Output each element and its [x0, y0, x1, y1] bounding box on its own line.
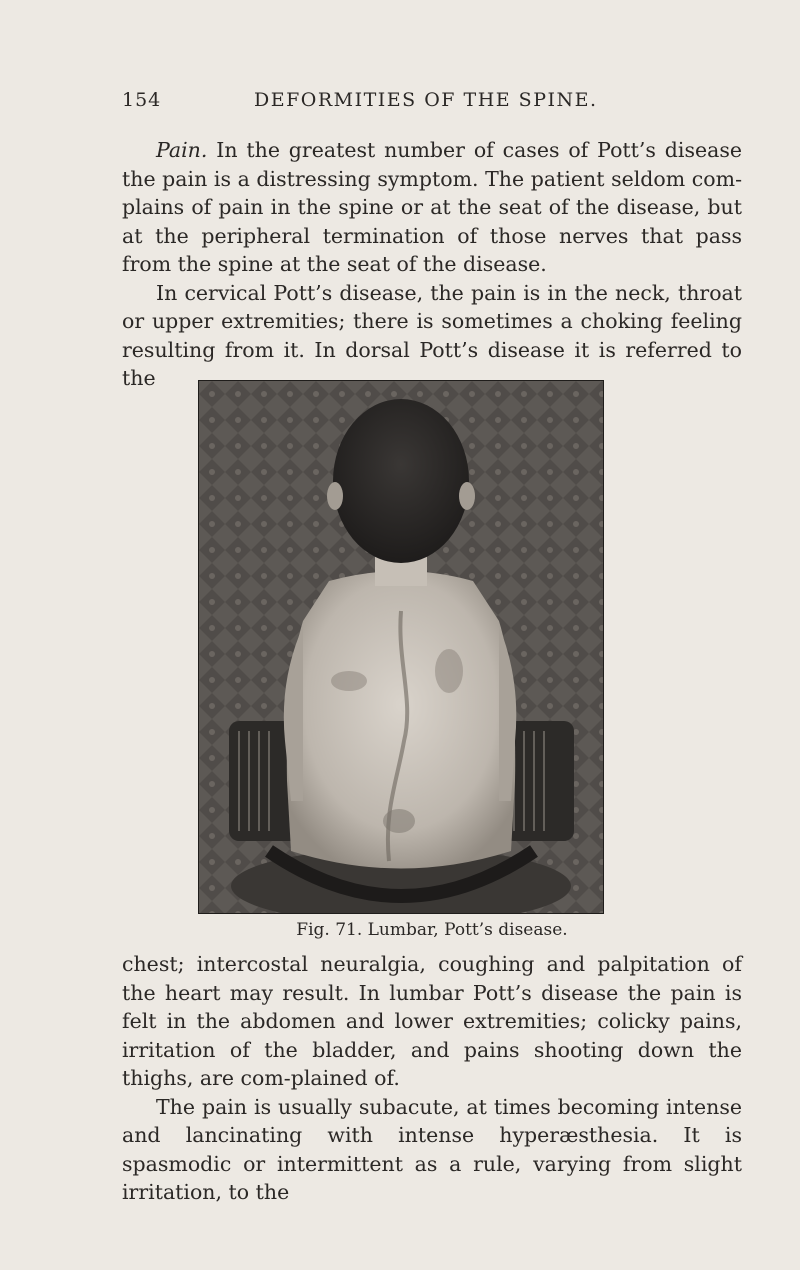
- page-number: 154: [122, 89, 162, 111]
- figure-photograph: [198, 380, 604, 914]
- section-lead: Pain.: [156, 138, 208, 162]
- text-block-top: [122, 136, 742, 393]
- paragraph: The pain is usually subacute, at times becoming intense and lancinating with intense hyperæsthesia. It is spasmodic or intermittent as a rule, varying from slight irritation, to the: [122, 1094, 742, 1204]
- paragraph: chest; intercostal neuralgia, coughing and palpitation of the heart may result. In lumbar Pott’s disease the pain is felt in the abdomen and lower extremities; colicky pains, irritation of the bladder, and pains shooting down the thighs, are com-plained of.: [122, 952, 742, 1090]
- figure-caption: Fig. 71. Lumbar, Pott’s disease.: [296, 920, 568, 940]
- paragraph: In cervical Pott’s disease, the pain is in the neck, throat or upper extremities; there is sometimes a choking feeling resulting from it. In dorsal Pott’s disease it is referred to the: [122, 280, 742, 390]
- paragraph-text: In the greatest number of cases of Pott’s disease the pain is a distressing symptom. The patient seldom com-plains of pain in the spine or at the seat of the disease, but at the peripheral termination of those nerves that pass from the spine at the seat of the disease.: [122, 138, 742, 276]
- running-title: DEFORMITIES OF THE SPINE.: [254, 89, 598, 111]
- patient-back-photo: [199, 381, 603, 913]
- text-block-bottom: [122, 950, 742, 1207]
- paragraph: [122, 136, 742, 279]
- head: [333, 399, 469, 563]
